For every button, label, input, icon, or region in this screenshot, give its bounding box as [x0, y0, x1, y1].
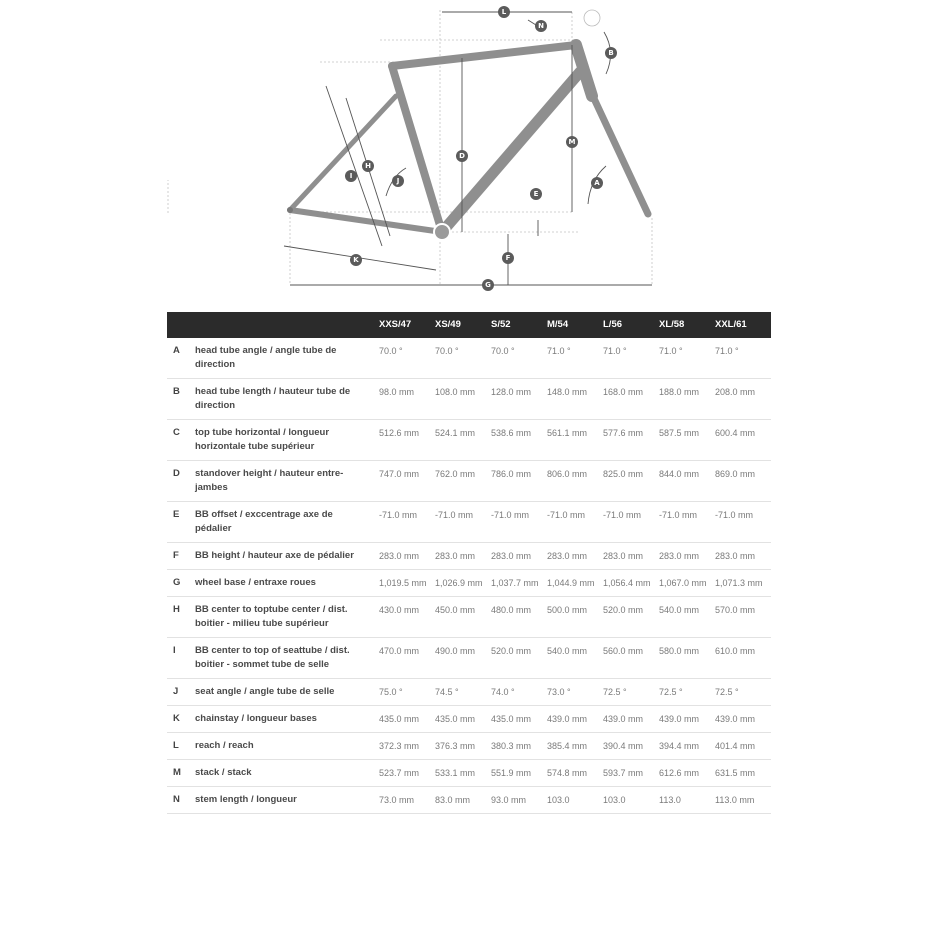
bike-frame	[290, 45, 648, 232]
row-label: reach / reach	[195, 733, 379, 760]
row-value: 439.0 mm	[603, 706, 659, 733]
row-value: 500.0 mm	[547, 597, 603, 638]
seat-tube	[392, 66, 442, 232]
row-letter: K	[167, 706, 195, 733]
row-letter: N	[167, 787, 195, 814]
row-value: 869.0 mm	[715, 461, 771, 502]
row-value: 128.0 mm	[491, 379, 547, 420]
row-letter: H	[167, 597, 195, 638]
stem-outline	[584, 10, 600, 26]
row-value: 470.0 mm	[379, 638, 435, 679]
row-value: 533.1 mm	[435, 760, 491, 787]
row-value: 283.0 mm	[659, 543, 715, 570]
row-value: -71.0 mm	[715, 502, 771, 543]
row-label: chainstay / longueur bases	[195, 706, 379, 733]
row-value: 72.5 °	[659, 679, 715, 706]
size-header: S/52	[491, 319, 511, 330]
row-value: 551.9 mm	[491, 760, 547, 787]
table-header-row	[167, 312, 771, 338]
row-value: 83.0 mm	[435, 787, 491, 814]
size-header: XL/58	[659, 319, 685, 330]
row-value: 439.0 mm	[715, 706, 771, 733]
row-letter: M	[167, 760, 195, 787]
row-value: 98.0 mm	[379, 379, 435, 420]
svg-text:J: J	[396, 177, 400, 185]
table-row	[167, 543, 771, 570]
geometry-table	[167, 312, 771, 814]
row-value: 825.0 mm	[603, 461, 659, 502]
row-value: 168.0 mm	[603, 379, 659, 420]
svg-text:K: K	[353, 256, 359, 264]
svg-text:B: B	[608, 49, 614, 57]
row-value: -71.0 mm	[659, 502, 715, 543]
row-value: 631.5 mm	[715, 760, 771, 787]
row-value: -71.0 mm	[603, 502, 659, 543]
row-value: 73.0 mm	[379, 787, 435, 814]
size-header: L/56	[603, 319, 623, 330]
row-value: 208.0 mm	[715, 379, 771, 420]
table-row	[167, 461, 771, 502]
chainstay-tube	[290, 210, 442, 232]
svg-text:E: E	[533, 190, 539, 198]
callout-j	[392, 175, 404, 187]
row-value: 523.7 mm	[379, 760, 435, 787]
row-letter: G	[167, 570, 195, 597]
svg-text:L: L	[501, 8, 507, 16]
row-value: 1,026.9 mm	[435, 570, 491, 597]
row-value: 435.0 mm	[491, 706, 547, 733]
svg-text:F: F	[505, 254, 511, 262]
callout-f	[502, 252, 514, 264]
row-value: 372.3 mm	[379, 733, 435, 760]
row-letter: E	[167, 502, 195, 543]
row-value: 103.0	[603, 787, 659, 814]
row-value: 1,071.3 mm	[715, 570, 771, 597]
table-row	[167, 597, 771, 638]
row-value: 380.3 mm	[491, 733, 547, 760]
row-value: 520.0 mm	[603, 597, 659, 638]
row-value: 390.4 mm	[603, 733, 659, 760]
table-row	[167, 679, 771, 706]
row-value: 480.0 mm	[491, 597, 547, 638]
frame-geometry-diagram	[160, 0, 720, 300]
row-value: 113.0 mm	[715, 787, 771, 814]
table-row	[167, 570, 771, 597]
bottom-bracket	[434, 224, 450, 240]
row-letter: F	[167, 543, 195, 570]
row-value: 524.1 mm	[435, 420, 491, 461]
row-value: 73.0 °	[547, 679, 603, 706]
row-value: 283.0 mm	[715, 543, 771, 570]
table-row	[167, 638, 771, 679]
row-value: -71.0 mm	[491, 502, 547, 543]
row-value: 283.0 mm	[491, 543, 547, 570]
header-letter	[167, 312, 195, 338]
callout-e	[530, 188, 542, 200]
row-value: 560.0 mm	[603, 638, 659, 679]
row-value: 108.0 mm	[435, 379, 491, 420]
row-value: 1,019.5 mm	[379, 570, 435, 597]
row-value: 580.0 mm	[659, 638, 715, 679]
row-value: 612.6 mm	[659, 760, 715, 787]
row-letter: A	[167, 338, 195, 379]
row-value: 188.0 mm	[659, 379, 715, 420]
row-value: 113.0	[659, 787, 715, 814]
row-value: 600.4 mm	[715, 420, 771, 461]
callout-a	[591, 177, 603, 189]
row-value: 430.0 mm	[379, 597, 435, 638]
row-value: 283.0 mm	[379, 543, 435, 570]
row-value: 93.0 mm	[491, 787, 547, 814]
svg-text:I: I	[349, 172, 353, 180]
row-letter: I	[167, 638, 195, 679]
size-header: XS/49	[435, 319, 461, 330]
row-value: 75.0 °	[379, 679, 435, 706]
row-letter: D	[167, 461, 195, 502]
callout-n	[535, 20, 547, 32]
row-value: 538.6 mm	[491, 420, 547, 461]
callout-m	[566, 136, 578, 148]
row-label: seat angle / angle tube de selle	[195, 679, 379, 706]
row-value: 385.4 mm	[547, 733, 603, 760]
callout-i	[345, 170, 357, 182]
row-value: 74.0 °	[491, 679, 547, 706]
row-value: 512.6 mm	[379, 420, 435, 461]
row-value: 747.0 mm	[379, 461, 435, 502]
row-value: 71.0 °	[715, 338, 771, 379]
row-value: 786.0 mm	[491, 461, 547, 502]
table-row	[167, 379, 771, 420]
row-label: top tube horizontal / longueur horizontale tube supérieur	[195, 420, 379, 461]
row-value: 283.0 mm	[547, 543, 603, 570]
row-value: 520.0 mm	[491, 638, 547, 679]
table-body	[167, 338, 771, 814]
callout-l	[498, 6, 510, 18]
row-value: 1,044.9 mm	[547, 570, 603, 597]
row-value: 435.0 mm	[379, 706, 435, 733]
callout-b	[605, 47, 617, 59]
callout-g	[482, 279, 494, 291]
row-value: 577.6 mm	[603, 420, 659, 461]
table-row	[167, 420, 771, 461]
row-value: 401.4 mm	[715, 733, 771, 760]
row-value: 439.0 mm	[547, 706, 603, 733]
row-value: 72.5 °	[715, 679, 771, 706]
table-row	[167, 706, 771, 733]
row-value: 394.4 mm	[659, 733, 715, 760]
row-value: 103.0	[547, 787, 603, 814]
svg-text:H: H	[365, 162, 371, 170]
rear-dropout	[287, 207, 293, 213]
row-value: 71.0 °	[603, 338, 659, 379]
row-value: 283.0 mm	[603, 543, 659, 570]
row-value: 593.7 mm	[603, 760, 659, 787]
row-label: BB height / hauteur axe de pédalier	[195, 543, 379, 570]
table-row	[167, 733, 771, 760]
svg-text:M: M	[568, 138, 576, 146]
frame-geometry-svg	[160, 0, 720, 300]
row-value: 148.0 mm	[547, 379, 603, 420]
row-label: head tube length / hauteur tube de direction	[195, 379, 379, 420]
row-label: BB center to toptube center / dist. boitier - milieu tube supérieur	[195, 597, 379, 638]
size-header: XXL/61	[715, 319, 747, 330]
svg-text:G: G	[485, 281, 491, 289]
row-label: stack / stack	[195, 760, 379, 787]
row-value: 376.3 mm	[435, 733, 491, 760]
row-letter: J	[167, 679, 195, 706]
row-value: 450.0 mm	[435, 597, 491, 638]
row-label: stem length / longueur	[195, 787, 379, 814]
row-value: -71.0 mm	[379, 502, 435, 543]
row-value: 806.0 mm	[547, 461, 603, 502]
row-label: standover height / hauteur entre-jambes	[195, 461, 379, 502]
row-value: 610.0 mm	[715, 638, 771, 679]
table-row	[167, 787, 771, 814]
row-value: 540.0 mm	[547, 638, 603, 679]
row-value: 74.5 °	[435, 679, 491, 706]
row-value: 587.5 mm	[659, 420, 715, 461]
row-value: 1,067.0 mm	[659, 570, 715, 597]
row-label: BB offset / exccentrage axe de pédalier	[195, 502, 379, 543]
size-header: M/54	[547, 319, 569, 330]
row-label: head tube angle / angle tube de direction	[195, 338, 379, 379]
row-letter: B	[167, 379, 195, 420]
svg-text:N: N	[538, 22, 544, 30]
svg-text:D: D	[459, 152, 465, 160]
row-value: 70.0 °	[491, 338, 547, 379]
row-value: 1,056.4 mm	[603, 570, 659, 597]
row-value: 1,037.7 mm	[491, 570, 547, 597]
row-letter: L	[167, 733, 195, 760]
table-row	[167, 502, 771, 543]
row-value: 762.0 mm	[435, 461, 491, 502]
row-value: 71.0 °	[659, 338, 715, 379]
callout-d	[456, 150, 468, 162]
callout-h	[362, 160, 374, 172]
row-value: 844.0 mm	[659, 461, 715, 502]
row-value: 72.5 °	[603, 679, 659, 706]
svg-text:A: A	[594, 179, 600, 187]
row-value: 71.0 °	[547, 338, 603, 379]
row-value: -71.0 mm	[547, 502, 603, 543]
fork-blade	[590, 90, 648, 214]
top-tube	[392, 45, 576, 66]
row-label: BB center to top of seattube / dist. boitier - sommet tube de selle	[195, 638, 379, 679]
table-row	[167, 760, 771, 787]
row-value: -71.0 mm	[435, 502, 491, 543]
row-value: 439.0 mm	[659, 706, 715, 733]
row-letter: C	[167, 420, 195, 461]
row-value: 435.0 mm	[435, 706, 491, 733]
row-value: 283.0 mm	[435, 543, 491, 570]
callout-k	[350, 254, 362, 266]
row-value: 574.8 mm	[547, 760, 603, 787]
row-value: 561.1 mm	[547, 420, 603, 461]
size-header: XXS/47	[379, 319, 412, 330]
seatstay-tube	[290, 96, 396, 210]
row-value: 490.0 mm	[435, 638, 491, 679]
row-label: wheel base / entraxe roues	[195, 570, 379, 597]
row-value: 540.0 mm	[659, 597, 715, 638]
row-value: 70.0 °	[435, 338, 491, 379]
table-row	[167, 338, 771, 379]
row-value: 70.0 °	[379, 338, 435, 379]
row-value: 570.0 mm	[715, 597, 771, 638]
header-label	[195, 312, 379, 338]
